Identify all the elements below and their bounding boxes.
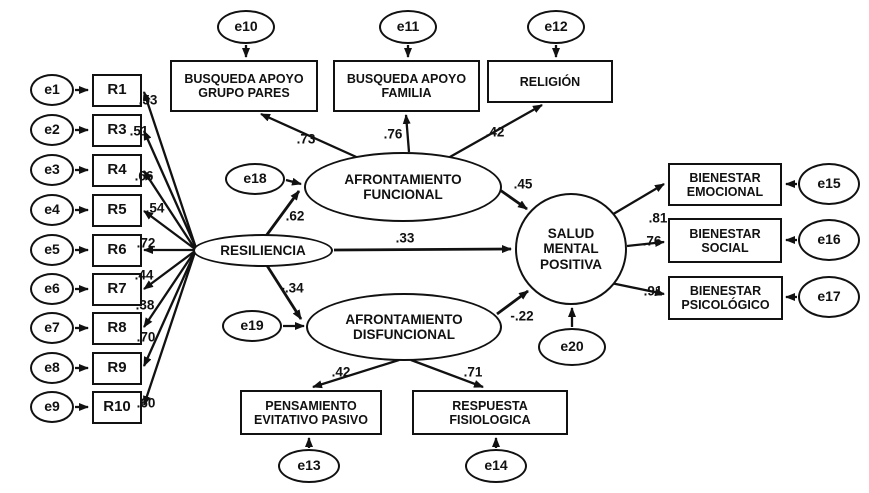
coef-funcional-religion: .42	[485, 124, 505, 140]
indicator-r3: R3	[92, 114, 142, 147]
latent-salud-mental-positiva: SALUD MENTAL POSITIVA	[515, 193, 627, 305]
indicator-pensamiento-evitativo: PENSAMIENTO EVITATIVO PASIVO	[240, 390, 382, 435]
error-e7: e7	[30, 312, 74, 344]
coef-funcional-salud: .45	[513, 176, 533, 192]
coef-resiliencia-r10: .60	[136, 395, 156, 411]
path-resiliencia-salud	[334, 249, 511, 250]
coef-salud-social: .76	[642, 233, 662, 249]
error-e2: e2	[30, 114, 74, 146]
indicator-r8: R8	[92, 312, 142, 345]
path-funcional-salud	[500, 190, 527, 209]
coef-resiliencia-disfuncional: -.34	[280, 280, 304, 296]
indicator-busqueda-grupo-pares: BUSQUEDA APOYO GRUPO PARES	[170, 60, 318, 112]
coef-disfuncional-respuesta: .71	[463, 364, 483, 380]
error-e11: e11	[379, 10, 437, 44]
indicator-bienestar-social: BIENESTAR SOCIAL	[668, 218, 782, 263]
coef-disfuncional-pensamiento: .42	[331, 364, 351, 380]
latent-resiliencia: RESILIENCIA	[193, 234, 333, 267]
coef-resiliencia-r4: .66	[134, 168, 154, 184]
error-e16: e16	[798, 219, 860, 261]
indicator-bienestar-emocional: BIENESTAR EMOCIONAL	[668, 163, 782, 206]
latent-afrontamiento-disfuncional: AFRONTAMIENTO DISFUNCIONAL	[306, 293, 502, 361]
error-e12: e12	[527, 10, 585, 44]
error-e10: e10	[217, 10, 275, 44]
coef-salud-emocional: .81	[648, 210, 668, 226]
indicator-r10: R10	[92, 391, 142, 424]
coef-resiliencia-r8: .38	[135, 297, 155, 313]
indicator-r5: R5	[92, 194, 142, 227]
coef-resiliencia-r3: .51	[129, 123, 149, 139]
error-e15: e15	[798, 163, 860, 205]
error-e4: e4	[30, 194, 74, 226]
coef-resiliencia-r9: .70	[136, 329, 156, 345]
coef-salud-psicologico: .91	[643, 283, 663, 299]
coef-resiliencia-r7: .44	[134, 267, 154, 283]
coef-resiliencia-salud: .33	[395, 230, 415, 246]
indicator-r7: R7	[92, 273, 142, 306]
error-e8: e8	[30, 352, 74, 384]
indicator-r4: R4	[92, 154, 142, 187]
latent-afrontamiento-funcional: AFRONTAMIENTO FUNCIONAL	[304, 152, 502, 222]
path-disfuncional-pensamiento	[313, 360, 399, 387]
coef-disfuncional-salud: -.22	[510, 308, 534, 324]
indicator-religion: RELIGIÓN	[487, 60, 613, 103]
indicator-busqueda-familia: BUSQUEDA APOYO FAMILIA	[333, 60, 480, 112]
indicator-r6: R6	[92, 234, 142, 267]
error-e17: e17	[798, 276, 860, 318]
coef-funcional-grupo-pares: .73	[296, 131, 316, 147]
error-e9: e9	[30, 391, 74, 423]
error-e1: e1	[30, 74, 74, 106]
error-e20: e20	[538, 328, 606, 366]
error-e6: e6	[30, 273, 74, 305]
coef-resiliencia-funcional: .62	[285, 208, 305, 224]
error-e5: e5	[30, 234, 74, 266]
coef-resiliencia-r5: .54	[145, 200, 165, 216]
indicator-r9: R9	[92, 352, 142, 385]
path-funcional-familia	[406, 115, 409, 152]
indicator-respuesta-fisiologica: RESPUESTA FISIOLOGICA	[412, 390, 568, 435]
error-e14: e14	[465, 449, 527, 483]
error-e18: e18	[225, 163, 285, 195]
indicator-r1: R1	[92, 74, 142, 107]
coef-resiliencia-r6: .72	[136, 235, 156, 251]
coef-resiliencia-r1: .53	[138, 92, 158, 108]
path-resiliencia-r8	[144, 251, 195, 327]
path-e18-funcional	[286, 180, 301, 184]
coef-funcional-familia: .76	[383, 126, 403, 142]
error-e3: e3	[30, 154, 74, 186]
error-e19: e19	[222, 310, 282, 342]
indicator-bienestar-psicologico: BIENESTAR PSICOLÓGICO	[668, 276, 783, 320]
error-e13: e13	[278, 449, 340, 483]
